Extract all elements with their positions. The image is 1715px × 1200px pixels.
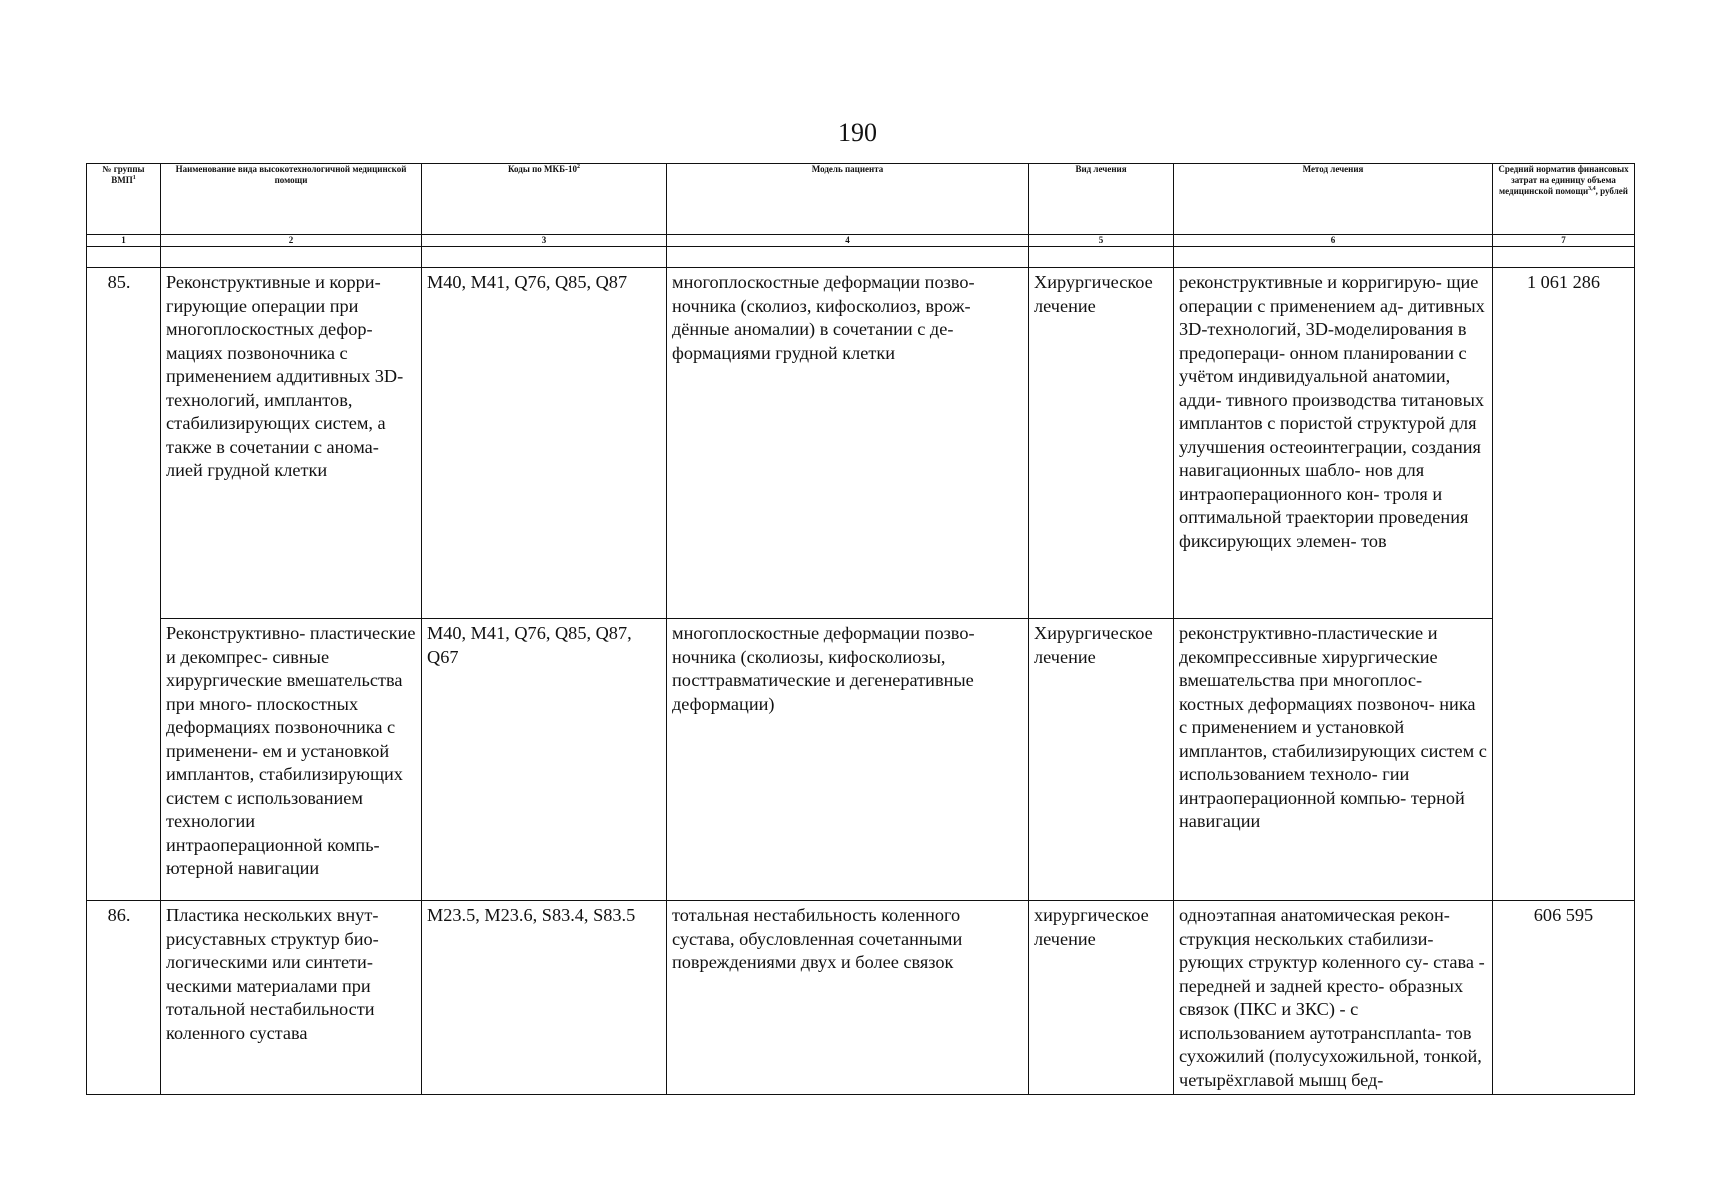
header-care-type: Наименование вида высокотехнологичной медицинской помощи: [161, 164, 422, 235]
page-number: 190: [838, 118, 877, 147]
patient-model: многоплоскостные деформации позво- ночника (сколиоз, кифосколиоз, врож- дённые аномалии) в сочетании с де- формациями грудной клетки: [667, 268, 1029, 619]
table-row: [87, 268, 1635, 619]
icd-codes: M23.5, M23.6, S83.4, S83.5: [422, 901, 667, 1095]
treatment-method: реконструктивные и корригирую- щие операции с применением ад- дитивных 3D-технологий, 3D-моделирования в предопераци- онном планировании с учётом индивидуальной анатомии, адди- тивного производства титановых имплантов с пористой структурой для улучшения остеоинтеграции, создания навигационных шабло- нов для интраоперационного кон- троля и оптимальной траектории проведения фиксирующих элемен- тов: [1174, 268, 1493, 619]
patient-model: тотальная нестабильность коленного сустава, обусловленная сочетанными повреждениями двух и более связок: [667, 901, 1029, 1095]
header-group-number: № группы ВМП$^1$: [87, 164, 161, 235]
care-type-name: Реконструктивно- пластические и декомпрес- сивные хирургические вмешательства при много- плоскостных деформациях позвоночника с применени- ем и установкой имплантов, стабилизирующих систем с использованием технологии интраоперационной компь- ютерной навигации: [161, 619, 422, 901]
vmp-table: [86, 163, 1635, 1095]
icd-codes: M40, M41, Q76, Q85, Q87: [422, 268, 667, 619]
column-number: 4: [667, 235, 1029, 247]
table-row: [87, 619, 1635, 901]
header-cost-standard: Средний норматив финансовых затрат на единицу объема медицинской помощи$^{3,4}$, рублей: [1493, 164, 1635, 235]
column-number-row: [87, 235, 1635, 247]
spacer-row: [87, 247, 1635, 268]
header-patient-model: Модель пациента: [667, 164, 1029, 235]
treatment-method: одноэтапная анатомическая рекон- струкция нескольких стабилизи- рующих структур коленного су- става - передней и задней кресто- образных связок (ПКС и ЗКС) - с использованием аутотрансплanta- тов сухожилий (полусухожильной, тонкой, четырёхглавой мышц бед-: [1174, 901, 1493, 1095]
treatment-type: Хирургическое лечение: [1029, 268, 1174, 619]
cost-standard: 606 595: [1493, 901, 1635, 1095]
treatment-method: реконструктивно-пластические и декомпрессивные хирургические вмешательства при многоплос- костных деформациях позвоноч- ника с применением и установкой имплантов, стабилизирующих систем с использованием техноло- гии интраоперационной компью- терной навигации: [1174, 619, 1493, 901]
care-type-name: Реконструктивные и корри- гирующие операции при многоплоскостных дефор- мациях позвоночника с применением аддитивных 3D-технологий, имплантов, стабилизирующих систем, а также в сочетании с анома- лией грудной клетки: [161, 268, 422, 619]
table-row: [87, 901, 1635, 1095]
column-number: 3: [422, 235, 667, 247]
column-number: 7: [1493, 235, 1635, 247]
cost-standard: 1 061 286: [1493, 268, 1635, 901]
column-number: 2: [161, 235, 422, 247]
column-number: 6: [1174, 235, 1493, 247]
treatment-type: Хирургическое лечение: [1029, 619, 1174, 901]
header-treatment-method: Метод лечения: [1174, 164, 1493, 235]
group-number: 86.: [87, 901, 161, 1095]
icd-codes: M40, M41, Q76, Q85, Q87, Q67: [422, 619, 667, 901]
column-number: 1: [87, 235, 161, 247]
treatment-type: хирургическое лечение: [1029, 901, 1174, 1095]
header-row: [87, 164, 1635, 235]
column-number: 5: [1029, 235, 1174, 247]
patient-model: многоплоскостные деформации позво- ночника (сколиозы, кифосколиозы, посттравматические и дегенеративные деформации): [667, 619, 1029, 901]
header-icd-codes: Коды по МКБ-$10^2$: [422, 164, 667, 235]
group-number: 85.: [87, 268, 161, 901]
care-type-name: Пластика нескольких внут- рисуставных структур био- логическими или синтети- ческими материалами при тотальной нестабильности коленного сустава: [161, 901, 422, 1095]
header-treatment-type: Вид лечения: [1029, 164, 1174, 235]
